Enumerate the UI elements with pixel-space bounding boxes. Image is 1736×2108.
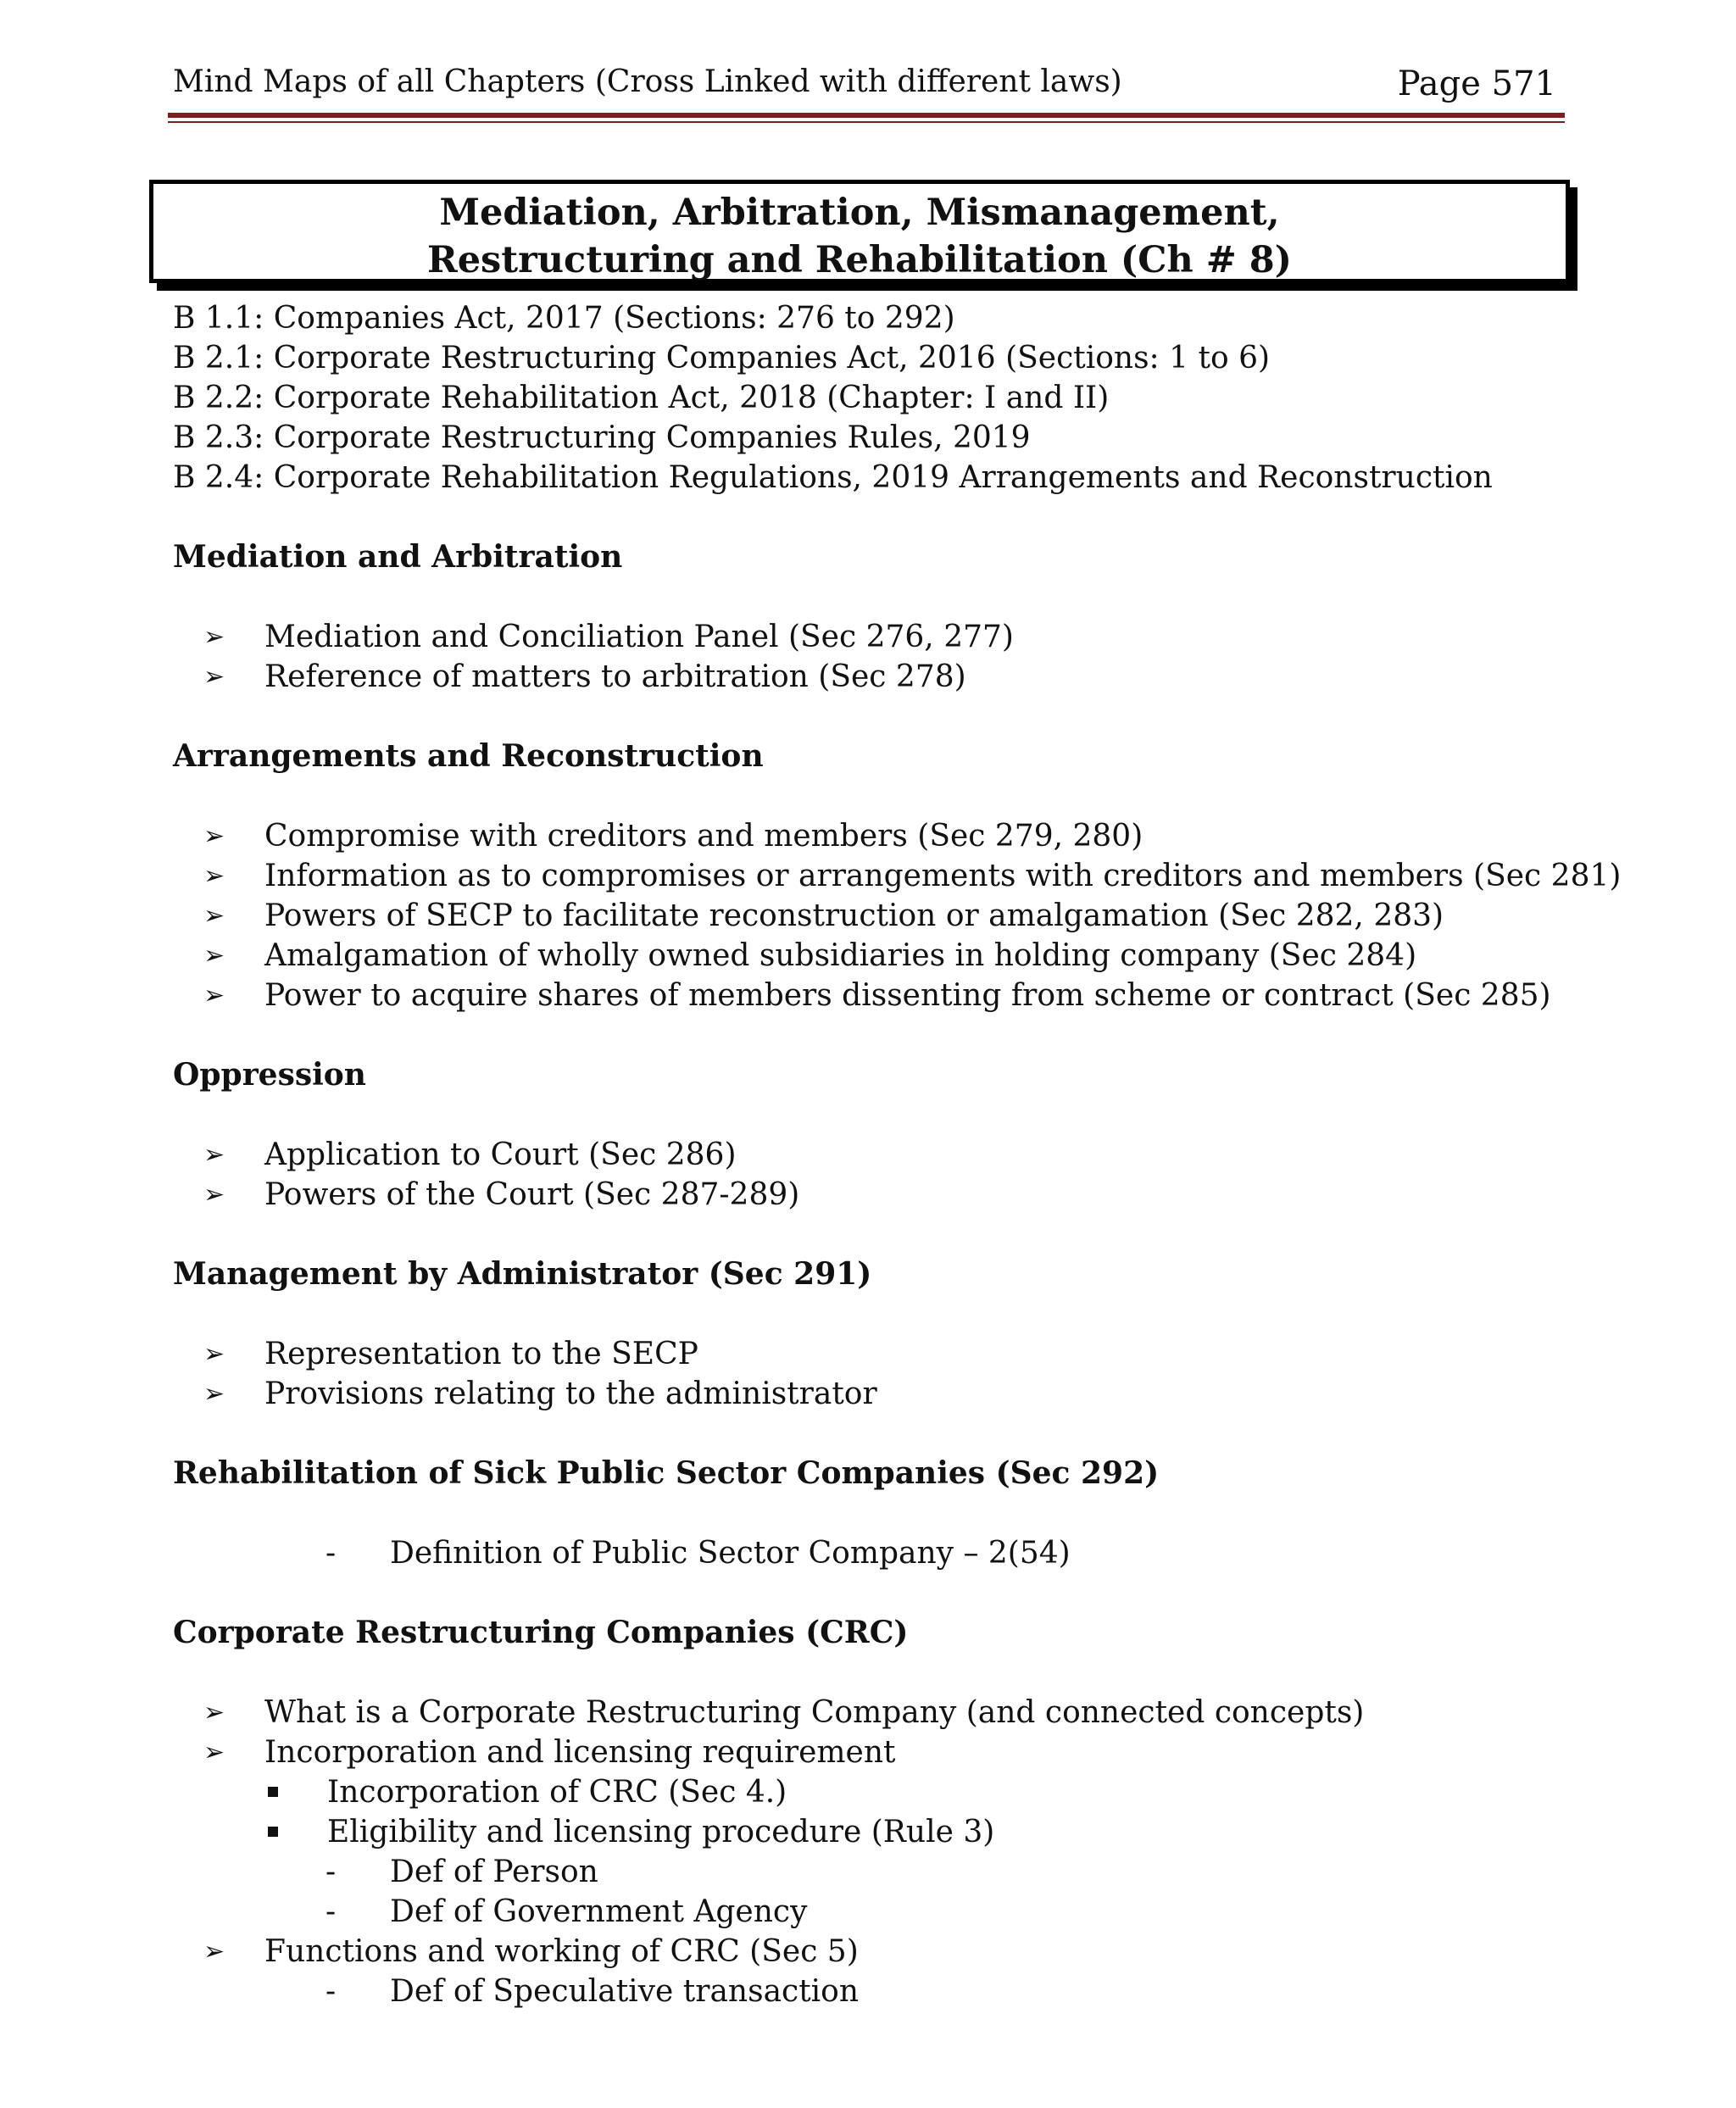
reference-line: B 1.1: Companies Act, 2017 (Sections: 276 to 292) — [173, 301, 955, 336]
arrow-bullet-icon: ➢ — [203, 1937, 225, 1966]
section-heading-oppression: Oppression — [173, 1057, 366, 1093]
arrow-bullet-icon: ➢ — [203, 861, 225, 891]
list-item: ➢ Functions and working of CRC (Sec 5) — [173, 1932, 1563, 1972]
sub-list-item: Incorporation of CRC (Sec 4.) — [173, 1772, 1563, 1812]
dash-bullet-icon: - — [326, 1855, 337, 1889]
arrow-bullet-icon: ➢ — [203, 1339, 225, 1369]
list-item: ➢ Mediation and Conciliation Panel (Sec 276, 277) — [173, 617, 1563, 657]
chapter-title-line-1: Mediation, Arbitration, Mismanagement, — [439, 192, 1280, 234]
section-list-mediation — [173, 617, 1563, 697]
list-item: ➢ Representation to the SECP — [173, 1334, 1563, 1374]
arrow-bullet-icon: ➢ — [203, 1180, 225, 1210]
arrow-bullet-icon: ➢ — [203, 1738, 225, 1767]
reference-line: B 2.2: Corporate Rehabilitation Act, 2018 (Chapter: I and II) — [173, 381, 1110, 415]
section-heading-arrangements: Arrangements and Reconstruction — [173, 738, 764, 774]
section-list-rehabilitation — [173, 1533, 1563, 1573]
list-item: ➢ Power to acquire shares of members dissenting from scheme or contract (Sec 285) — [173, 976, 1563, 1015]
section-heading-rehabilitation: Rehabilitation of Sick Public Sector Companies (Sec 292) — [173, 1455, 1160, 1491]
sub-sub-list-item: - Def of Speculative transaction — [173, 1972, 1563, 2011]
dash-bullet-icon: - — [326, 1974, 337, 2009]
arrow-bullet-icon: ➢ — [203, 1379, 225, 1409]
square-bullet-icon — [268, 1827, 278, 1837]
list-item: ➢ Compromise with creditors and members (Sec 279, 280) — [173, 816, 1563, 856]
list-item: - Definition of Public Sector Company – 2(54) — [173, 1533, 1563, 1573]
arrow-bullet-icon: ➢ — [203, 981, 225, 1010]
section-list-crc — [173, 1693, 1563, 2011]
chapter-title-line-2: Restructuring and Rehabilitation (Ch # 8) — [426, 239, 1293, 281]
header-rule-thin — [168, 121, 1565, 123]
dash-bullet-icon: - — [326, 1894, 337, 1929]
arrow-bullet-icon: ➢ — [203, 941, 225, 971]
page-header — [173, 61, 1556, 112]
arrow-bullet-icon: ➢ — [203, 1698, 225, 1727]
list-item: ➢ Reference of matters to arbitration (Sec 278) — [173, 657, 1563, 697]
sub-sub-list-item: - Def of Person — [173, 1852, 1563, 1892]
dash-bullet-icon: - — [326, 1536, 337, 1571]
arrow-bullet-icon: ➢ — [203, 821, 225, 851]
list-item: ➢ Powers of the Court (Sec 287-289) — [173, 1175, 1563, 1215]
list-item: ➢ Powers of SECP to facilitate reconstruction or amalgamation (Sec 282, 283) — [173, 896, 1563, 936]
header-title: Mind Maps of all Chapters (Cross Linked with different laws) — [173, 64, 1122, 99]
page-number: Page 571 — [1397, 64, 1556, 103]
list-item: ➢ Incorporation and licensing requirement — [173, 1733, 1563, 1772]
list-item: ➢ Amalgamation of wholly owned subsidiaries in holding company (Sec 284) — [173, 936, 1563, 976]
sub-sub-list-item: - Def of Government Agency — [173, 1892, 1563, 1932]
arrow-bullet-icon: ➢ — [203, 901, 225, 931]
section-list-arrangements — [173, 816, 1622, 1015]
list-item: ➢ What is a Corporate Restructuring Company (and connected concepts) — [173, 1693, 1563, 1733]
sub-list-item: Eligibility and licensing procedure (Rule 3) — [173, 1812, 1563, 1852]
list-item: ➢ Application to Court (Sec 286) — [173, 1135, 1563, 1175]
arrow-bullet-icon: ➢ — [203, 622, 225, 652]
section-heading-mediation: Mediation and Arbitration — [173, 539, 623, 575]
chapter-title-box — [149, 180, 1570, 283]
arrow-bullet-icon: ➢ — [203, 1140, 225, 1170]
square-bullet-icon — [268, 1787, 278, 1797]
list-item: ➢ Information as to compromises or arrangements with creditors and members (Sec 281) — [173, 856, 1563, 896]
reference-line: B 2.4: Corporate Rehabilitation Regulations, 2019 Arrangements and Reconstruction — [173, 460, 1493, 495]
list-item: ➢ Provisions relating to the administrator — [173, 1374, 1563, 1414]
section-heading-administrator: Management by Administrator (Sec 291) — [173, 1256, 872, 1292]
arrow-bullet-icon: ➢ — [203, 662, 225, 692]
header-rule-thick — [168, 113, 1565, 118]
section-list-administrator — [173, 1334, 1563, 1414]
section-list-oppression — [173, 1135, 1563, 1215]
references — [173, 298, 1563, 498]
section-heading-crc: Corporate Restructuring Companies (CRC) — [173, 1615, 909, 1650]
page-content — [173, 298, 1622, 2011]
reference-line: B 2.3: Corporate Restructuring Companies Rules, 2019 — [173, 420, 1031, 455]
reference-line: B 2.1: Corporate Restructuring Companies Act, 2016 (Sections: 1 to 6) — [173, 341, 1271, 375]
